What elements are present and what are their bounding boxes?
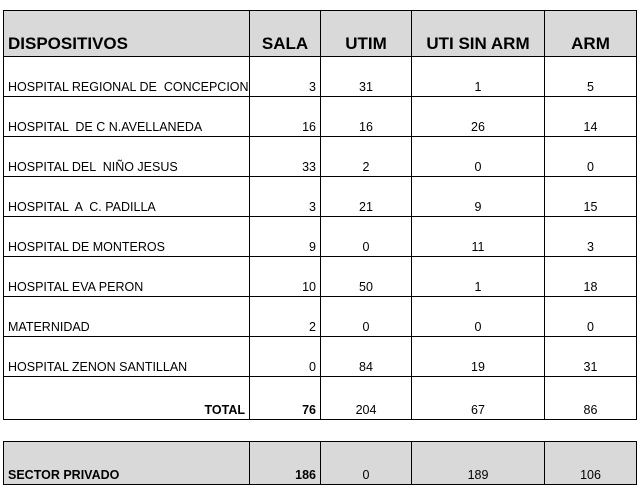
row-uti-sin-arm-value: 0 [412,297,545,337]
row-sala-value: 3 [250,57,321,97]
row-hospital-name: HOSPITAL EVA PERON [4,257,250,297]
header-sala: SALA [250,11,321,57]
row-arm-value: 3 [545,217,637,257]
total-uti-sin-arm-value: 67 [412,377,545,420]
table-row [4,337,637,377]
private-utim-value: 0 [321,442,412,485]
table-row [4,137,637,177]
row-sala-value: 9 [250,217,321,257]
row-utim-value: 0 [321,297,412,337]
row-hospital-name: HOSPITAL REGIONAL DE CONCEPCION [4,57,250,97]
row-arm-value: 0 [545,137,637,177]
header-utim: UTIM [321,11,412,57]
total-label: TOTAL [4,377,250,420]
row-uti-sin-arm-value: 0 [412,137,545,177]
row-utim-value: 84 [321,337,412,377]
total-row [4,377,637,420]
row-utim-value: 31 [321,57,412,97]
row-sala-value: 10 [250,257,321,297]
row-utim-value: 21 [321,177,412,217]
row-uti-sin-arm-value: 11 [412,217,545,257]
table-row [4,177,637,217]
row-hospital-name: HOSPITAL DEL NIÑO JESUS [4,137,250,177]
private-arm-value: 106 [545,442,637,485]
row-arm-value: 0 [545,297,637,337]
row-uti-sin-arm-value: 19 [412,337,545,377]
row-sala-value: 16 [250,97,321,137]
table-header-row [4,11,637,57]
row-utim-value: 50 [321,257,412,297]
row-arm-value: 5 [545,57,637,97]
private-sector-label: SECTOR PRIVADO [4,442,250,485]
row-uti-sin-arm-value: 9 [412,177,545,217]
private-sector-table [3,441,637,485]
row-hospital-name: HOSPITAL ZENON SANTILLAN [4,337,250,377]
total-utim-value: 204 [321,377,412,420]
private-sector-row [4,442,637,485]
row-sala-value: 33 [250,137,321,177]
table-row [4,57,637,97]
devices-table [3,10,637,420]
table-row [4,257,637,297]
header-uti-sin-arm: UTI SIN ARM [412,11,545,57]
private-uti-sin-arm-value: 189 [412,442,545,485]
private-sala-value: 186 [250,442,321,485]
row-utim-value: 16 [321,97,412,137]
row-hospital-name: HOSPITAL DE C N.AVELLANEDA [4,97,250,137]
row-hospital-name: MATERNIDAD [4,297,250,337]
header-arm: ARM [545,11,637,57]
row-sala-value: 0 [250,337,321,377]
row-uti-sin-arm-value: 1 [412,257,545,297]
row-uti-sin-arm-value: 1 [412,57,545,97]
row-uti-sin-arm-value: 26 [412,97,545,137]
row-arm-value: 14 [545,97,637,137]
row-arm-value: 31 [545,337,637,377]
total-sala-value: 76 [250,377,321,420]
row-sala-value: 2 [250,297,321,337]
header-dispositivos: DISPOSITIVOS [4,11,250,57]
row-arm-value: 18 [545,257,637,297]
total-arm-value: 86 [545,377,637,420]
row-utim-value: 0 [321,217,412,257]
row-hospital-name: HOSPITAL DE MONTEROS [4,217,250,257]
row-utim-value: 2 [321,137,412,177]
table-row [4,297,637,337]
row-arm-value: 15 [545,177,637,217]
row-sala-value: 3 [250,177,321,217]
table-row [4,97,637,137]
table-row [4,217,637,257]
row-hospital-name: HOSPITAL A C. PADILLA [4,177,250,217]
